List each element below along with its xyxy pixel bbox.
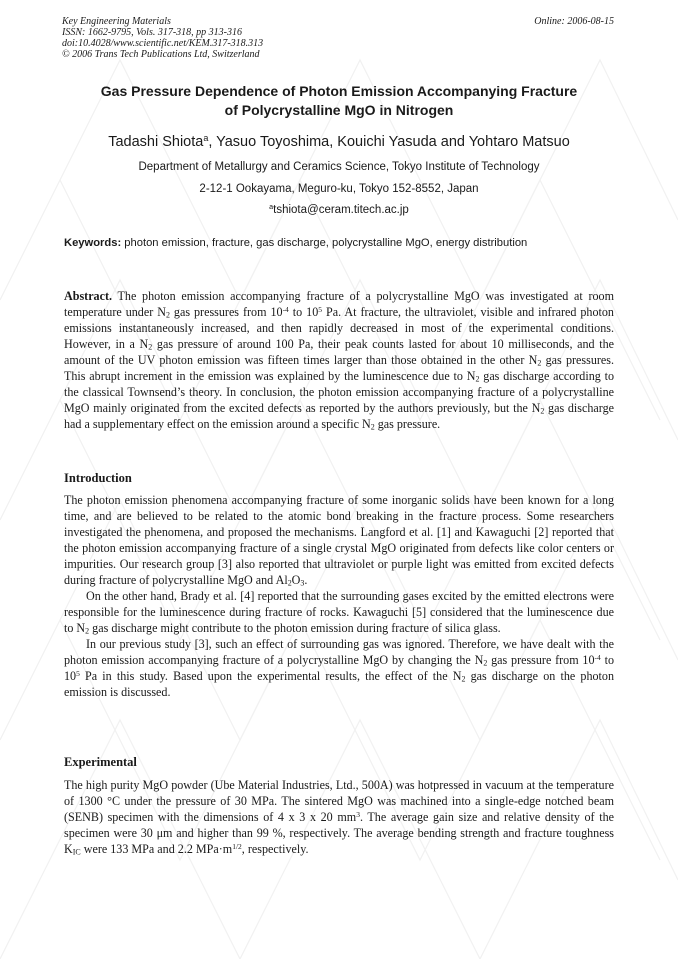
subscript: IC [72, 847, 81, 857]
intro-paragraph-1 [64, 492, 614, 588]
introduction-heading: Introduction [64, 471, 132, 485]
subscript: 3 [300, 578, 305, 588]
author-list [40, 133, 638, 151]
intro-text: Pa in this study. Based upon the experimental results, the effect of the N [79, 669, 462, 683]
superscript: -4 [594, 652, 601, 662]
subscript: 2 [287, 578, 292, 588]
keywords [64, 236, 624, 250]
email-affil-mark: a [269, 203, 274, 212]
abstract-text: to 10 [288, 305, 319, 319]
journal-issn: ISSN: 1662-9795, Vols. 317-318, pp 313-316 [62, 27, 242, 38]
experimental-heading: Experimental [64, 755, 137, 769]
journal-header [62, 16, 422, 60]
abstract-text: gas discharge had a supplementary effect on the emission around a specific N [64, 401, 614, 431]
title-line-2: of Polycrystalline MgO in Nitrogen [224, 102, 454, 118]
superscript: 5 [76, 668, 80, 678]
superscript: 3 [356, 809, 360, 819]
journal-doi: doi:10.4028/www.scientific.net/KEM.317-318.313 [62, 38, 264, 49]
abstract-text: gas pressures. This abrupt increment in the emission was explained by the luminescence due to N [64, 353, 614, 383]
intro-text: gas discharge on the photon emission is discussed. [64, 669, 614, 699]
author-1-affil-mark: a [203, 133, 209, 144]
intro-text: gas discharge might contribute to the photon emission during fracture of silica glass. [89, 621, 501, 635]
abstract-text: gas discharge according to the classical Townsend’s theory. In conclusion, the photon emission accompanying fracture of a polycrystalline MgO mainly originated from the excited defects as reported by the authors previously, but the N [64, 369, 615, 415]
intro-text: The photon emission phenomena accompanying fracture of some inorganic solids have been known for a long time, and are believed to be related to the atomic bond breaking in the fracture process. Some researchers investigated the phenomena, and proposed the mechanisms. Langford et al. [1] and Kawaguchi [2] reported that the photon emission accompanying fracture of a single crystal MgO originated from defects like color centers or impurities. Our research group [3] also reported that ultraviolet or purple light was emitted from excited defects during fracture of polycrystalline MgO and Al [64, 493, 614, 587]
experimental-text: were 133 MPa and 2.2 MPa·m [80, 842, 233, 856]
keywords-list: photon emission, fracture, gas discharge, polycrystalline MgO, energy distribution [121, 237, 528, 249]
abstract-text: The photon emission accompanying fracture of a polycrystalline MgO was investigated at room temperature under N [64, 289, 614, 319]
superscript: 1/2 [232, 841, 242, 851]
paper-title [50, 82, 628, 120]
experimental-text: The high purity MgO powder (Ube Material Industries, Ltd., 500A) was hotpressed in vacuum at the temperature of 1300 °C under the pressure of 30 MPa. The sintered MgO was machined into a single-edge notched beam (SENB) specimen with the dimensions of 4 x 3 x 20 mm [64, 778, 614, 824]
author-email [40, 203, 638, 217]
subscript: 2 [540, 406, 545, 416]
subscript: 2 [148, 342, 153, 352]
intro-paragraph-3 [64, 636, 614, 700]
superscript: -4 [282, 304, 289, 314]
abstract-text: Pa. At fracture, the ultraviolet, visible and infrared photon emissions instantaneously increased, and then rapidly decreased in most of the experimental conditions. However, in a N [64, 305, 614, 351]
subscript: 2 [483, 658, 488, 668]
journal-name: Key Engineering Materials [62, 16, 171, 27]
author-1: Tadashi Shiota [108, 134, 204, 150]
intro-text: On the other hand, Brady et al. [4] reported that the surrounding gases excited by the emitted electrons were responsible for the luminescence during fracture of rocks. Kawaguchi [5] considered that the luminescence due to N [64, 589, 614, 635]
email-address: tshiota@ceram.titech.ac.jp [273, 204, 409, 216]
intro-text: . [304, 573, 308, 587]
subscript: 2 [537, 358, 542, 368]
affiliation-address: 2-12-1 Ookayama, Meguro-ku, Tokyo 152-8552, Japan [199, 183, 479, 195]
subscript: 2 [475, 374, 480, 384]
experimental-body [64, 777, 614, 857]
superscript: 5 [318, 304, 323, 314]
intro-text: O [291, 573, 301, 587]
abstract-text: gas pressure. [374, 417, 441, 431]
online-date: Online: 2006-08-15 [534, 16, 614, 27]
intro-paragraph-2 [64, 588, 614, 636]
journal-copyright: © 2006 Trans Tech Publications Ltd, Switzerland [62, 49, 260, 60]
abstract [64, 288, 614, 432]
intro-text: gas pressure from 10 [487, 653, 595, 667]
subscript: 2 [461, 674, 466, 684]
introduction-body [64, 492, 614, 700]
title-line-1: Gas Pressure Dependence of Photon Emission Accompanying Fracture [100, 83, 578, 99]
intro-text: In our previous study [3], such an effect of surrounding gas was ignored. Therefore, we have dealt with the photon emission accompanying fracture of a polycrystalline MgO by changing the N [64, 637, 614, 667]
subscript: 2 [85, 626, 90, 636]
experimental-paragraph [64, 777, 614, 857]
intro-text: to 10 [64, 653, 614, 683]
keywords-label: Keywords: [64, 237, 122, 249]
abstract-label: Abstract. [64, 289, 113, 303]
other-authors: , Yasuo Toyoshima, Kouichi Yasuda and Yohtaro Matsuo [208, 134, 570, 150]
subscript: 2 [165, 310, 170, 320]
abstract-text: gas pressures from 10 [169, 305, 283, 319]
abstract-text: gas pressure of around 100 Pa, their peak counts lasted for about 10 milliseconds, and the amount of the UV photon emission was fifteen times larger than those obtained in the other N [64, 337, 614, 367]
experimental-text: , respectively. [241, 842, 309, 856]
subscript: 2 [370, 422, 375, 432]
experimental-text: . The average gain size and relative density of the specimen were 30 μm and higher than 99 %, respectively. The average bending strength and fracture toughness K [64, 810, 614, 856]
affiliation-department: Department of Metallurgy and Ceramics Science, Tokyo Institute of Technology [138, 161, 540, 173]
